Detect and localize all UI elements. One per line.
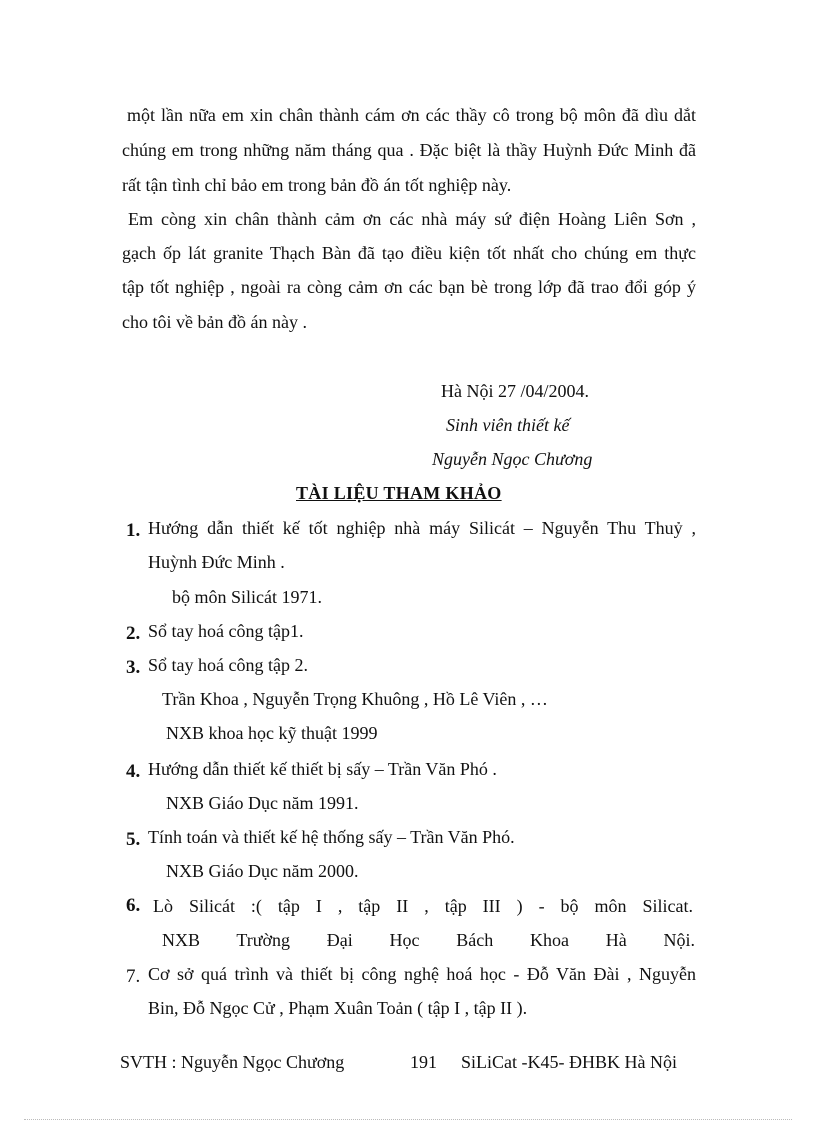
place-date: Hà Nội 27 /04/2004. [441, 381, 589, 401]
reference-7-line-1: Cơ sở quá trình và thiết bị công nghệ hoá học - Đỗ Văn Đài , Nguyễn [148, 964, 696, 984]
reference-6-line-2: NXB Trường Đại Học Bách Khoa Hà Nội. [162, 930, 695, 950]
ack-line-4: Em còng xin chân thành cảm ơn các nhà máy sứ điện Hoàng Liên Sơn , [128, 209, 696, 229]
reference-number-1: 1. [126, 520, 141, 541]
ack-line-1: một lần nữa em xin chân thành cám ơn các thầy cô trong bộ môn đã dìu dắt [127, 105, 696, 125]
reference-number-2: 2. [126, 623, 141, 644]
reference-3-line-1: Sổ tay hoá công tập 2. [148, 655, 308, 675]
footer-course: SiLiCat -K45- ĐHBK Hà Nội [461, 1052, 677, 1072]
ack-line-3: rất tận tình chỉ bảo em trong bản đồ án tốt nghiệp này. [122, 175, 512, 195]
references-title: TÀI LIỆU THAM KHẢO [296, 483, 502, 503]
reference-7-line-2: Bin, Đỗ Ngọc Cử , Phạm Xuân Toản ( tập I , tập II ). [148, 998, 528, 1018]
reference-1-line-3: bộ môn Silicát 1971. [172, 587, 322, 607]
reference-6-line-1: Lò Silicát :( tập I , tập II , tập III ) - bộ môn Silicat. [153, 896, 693, 916]
reference-1-line-1: Hướng dẫn thiết kế tốt nghiệp nhà máy Silicát – Nguyễn Thu Thuỷ , [148, 518, 696, 538]
reference-3-line-3: NXB khoa học kỹ thuật 1999 [166, 723, 378, 743]
reference-1-line-2: Huỳnh Đức Minh . [148, 552, 285, 572]
reference-number-3: 3. [126, 657, 141, 678]
signature-role: Sinh viên thiết kế [446, 415, 570, 435]
reference-5-line-1: Tính toán và thiết kế hệ thống sấy – Trần Văn Phó. [148, 827, 515, 847]
ack-line-7: cho tôi về bản đồ án này . [122, 312, 307, 332]
footer-author: SVTH : Nguyễn Ngọc Chương [120, 1052, 345, 1072]
footer-page-number: 191 [410, 1052, 437, 1072]
reference-number-7: 7. [126, 966, 141, 987]
reference-4-line-2: NXB Giáo Dục năm 1991. [166, 793, 359, 813]
page-bottom-divider [24, 1119, 792, 1120]
ack-line-6: tập tốt nghiệp , ngoài ra còng cảm ơn các bạn bè trong lớp đã trao đổi góp ý [122, 277, 696, 297]
reference-3-line-2: Trần Khoa , Nguyễn Trọng Khuông , Hồ Lê Viên , … [162, 689, 548, 709]
reference-5-line-2: NXB Giáo Dục năm 2000. [166, 861, 359, 881]
ack-line-2: chúng em trong những năm tháng qua . Đặc biệt là thầy Huỳnh Đức Minh đã [122, 140, 696, 160]
reference-number-4: 4. [126, 761, 141, 782]
reference-number-5: 5. [126, 829, 141, 850]
ack-line-5: gạch ốp lát granite Thạch Bàn đã tạo điều kiện tốt nhất cho chúng em thực [122, 243, 696, 263]
reference-number-6: 6. [126, 895, 141, 916]
reference-4-line-1: Hướng dẫn thiết kế thiết bị sấy – Trần Văn Phó . [148, 759, 497, 779]
signature-name: Nguyễn Ngọc Chương [432, 449, 593, 469]
reference-2-line-1: Sổ tay hoá công tập1. [148, 621, 304, 641]
